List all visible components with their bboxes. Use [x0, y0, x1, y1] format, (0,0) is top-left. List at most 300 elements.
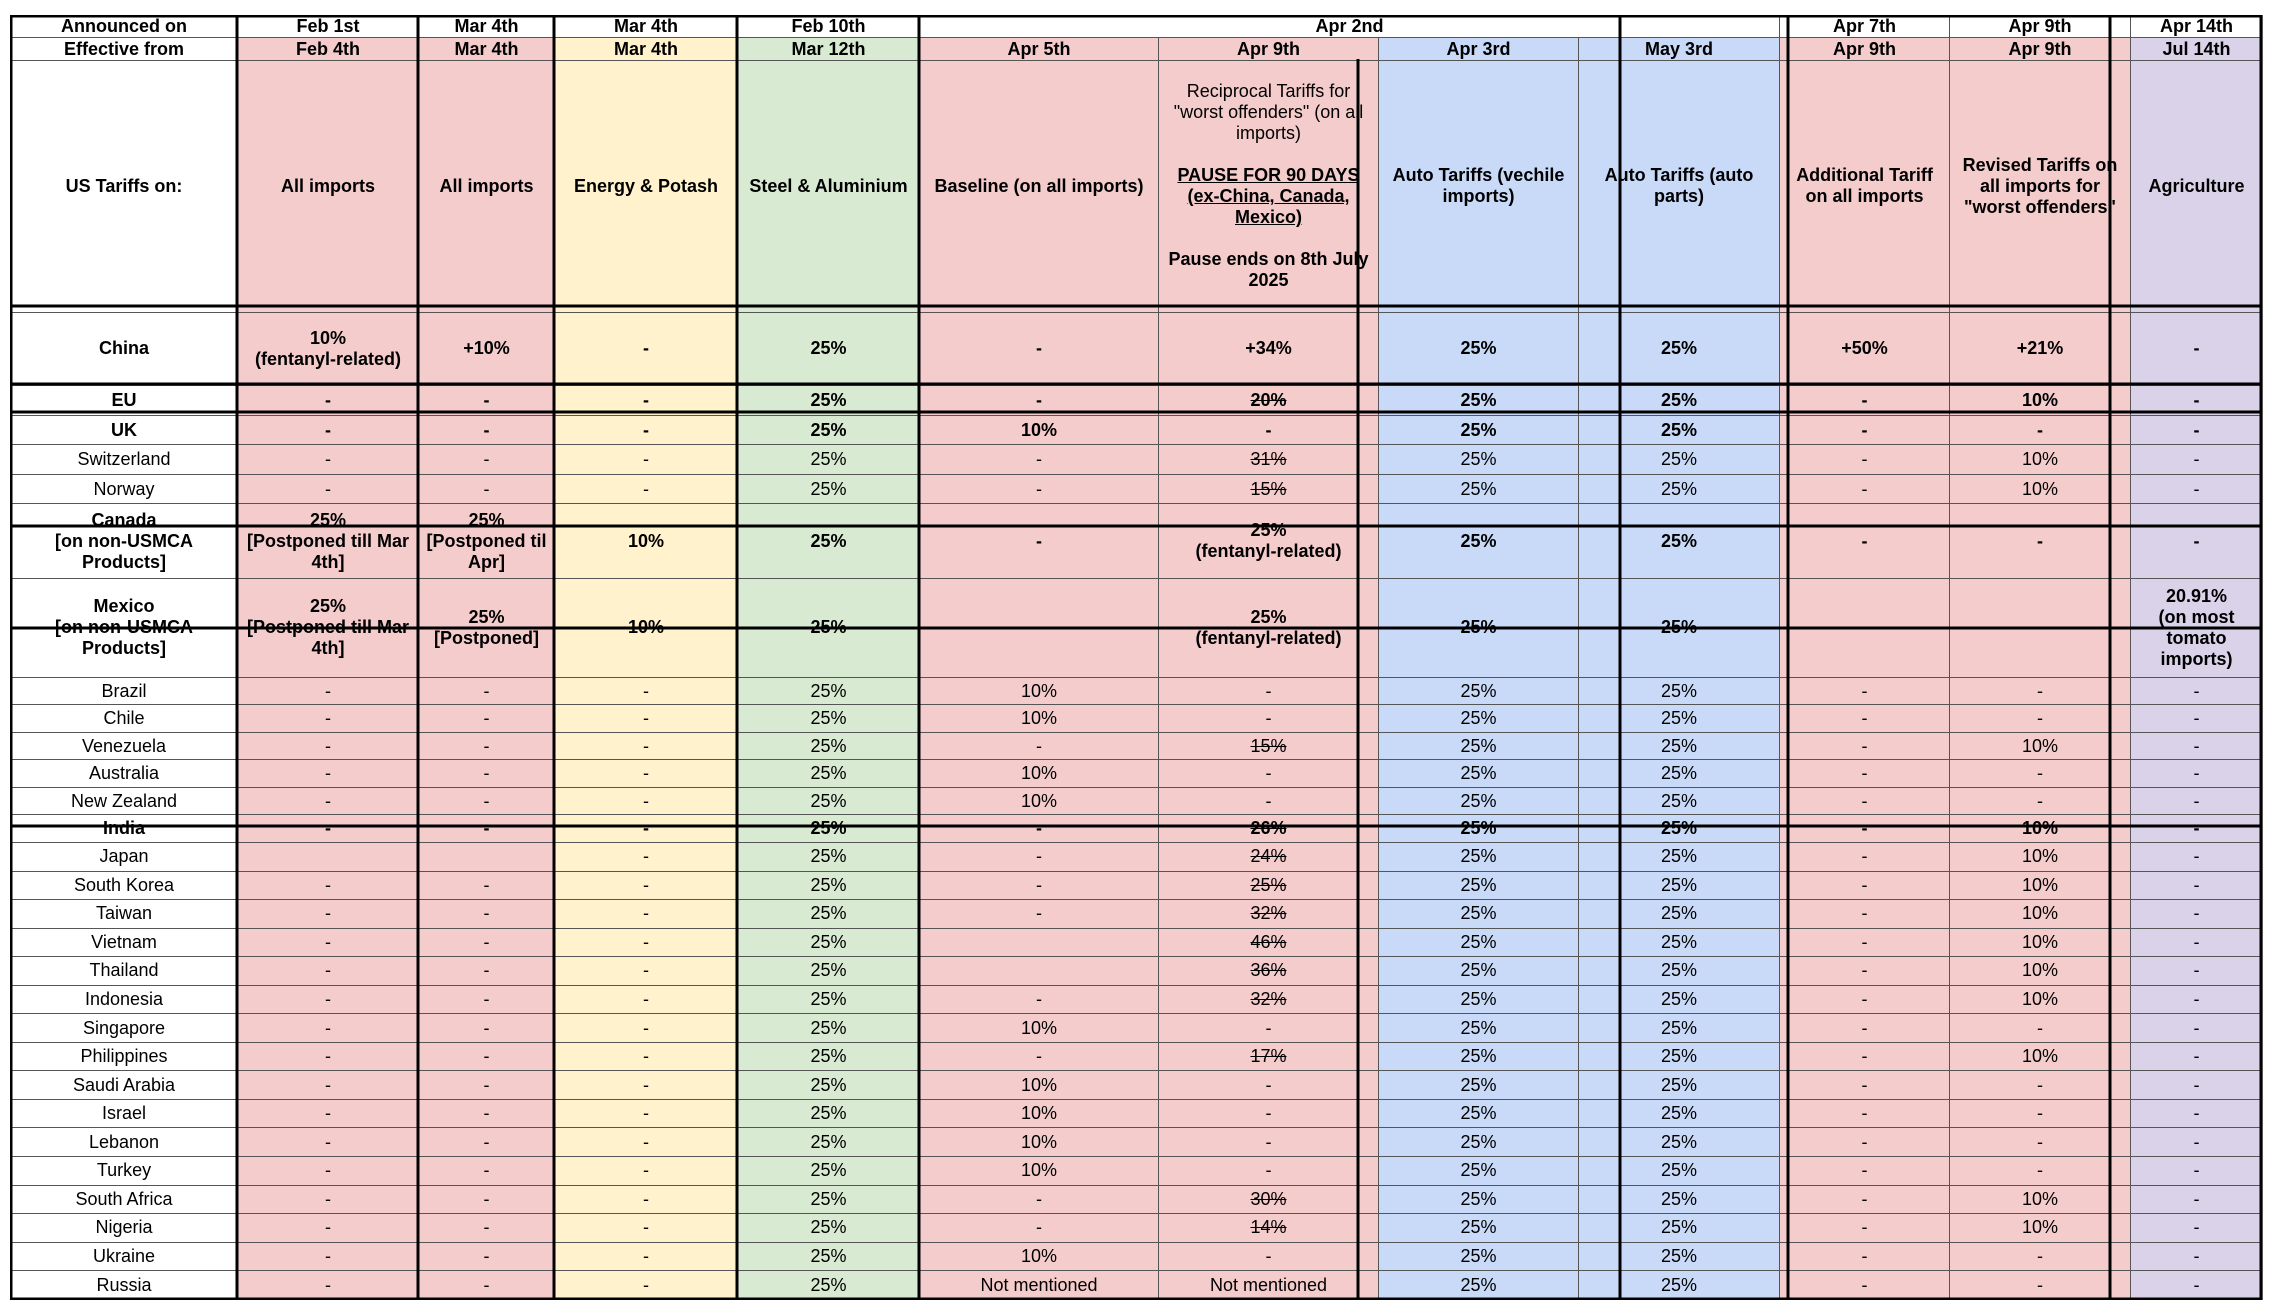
tariff-cell[interactable]: 25%: [1379, 1042, 1579, 1071]
tariff-cell[interactable]: 25%: [1379, 504, 1579, 578]
tariff-cell[interactable]: -: [920, 815, 1159, 843]
effective-date[interactable]: Mar 4th: [555, 38, 738, 60]
tariff-cell[interactable]: -: [1950, 1014, 2131, 1043]
tariff-cell[interactable]: -: [419, 900, 555, 929]
tariff-cell[interactable]: 25%: [1379, 415, 1579, 445]
tariff-cell[interactable]: 24%: [1159, 842, 1379, 871]
country-cell[interactable]: Thailand: [11, 957, 238, 986]
tariff-cell[interactable]: 25%: [1379, 312, 1579, 385]
tariff-cell[interactable]: -: [419, 760, 555, 788]
tariff-cell[interactable]: 10%: [1950, 474, 2131, 504]
tariff-cell[interactable]: 25%: [1579, 1185, 1780, 1214]
tariff-cell[interactable]: 20.91% (on most tomato imports): [2131, 578, 2263, 677]
tariff-cell[interactable]: 10%: [1950, 1042, 2131, 1071]
tariff-cell[interactable]: -: [1780, 474, 1950, 504]
tariff-cell[interactable]: 25% [Postponed till Mar 4th]: [238, 504, 419, 578]
tariff-cell[interactable]: -: [1159, 1099, 1379, 1128]
tariff-cell[interactable]: 10% (fentanyl-related): [238, 312, 419, 385]
tariff-cell[interactable]: -: [555, 1128, 738, 1157]
category-cell[interactable]: Steel & Aluminium: [738, 60, 920, 312]
tariff-cell[interactable]: -: [1780, 842, 1950, 871]
tariff-cell[interactable]: -: [238, 957, 419, 986]
tariff-cell[interactable]: -: [1780, 1185, 1950, 1214]
tariff-cell[interactable]: -: [555, 386, 738, 416]
tariff-cell[interactable]: +21%: [1950, 312, 2131, 385]
country-cell[interactable]: Mexico [on non-USMCA Products]: [11, 578, 238, 677]
tariff-cell[interactable]: -: [419, 1042, 555, 1071]
tariff-cell[interactable]: -: [419, 787, 555, 815]
tariff-cell[interactable]: 25%: [738, 760, 920, 788]
tariff-cell[interactable]: -: [238, 705, 419, 733]
tariff-cell[interactable]: 25%: [738, 1214, 920, 1243]
tariff-cell[interactable]: -: [1950, 705, 2131, 733]
tariff-cell[interactable]: -: [555, 415, 738, 445]
country-cell[interactable]: Japan: [11, 842, 238, 871]
tariff-cell[interactable]: -: [555, 760, 738, 788]
tariff-cell[interactable]: -: [238, 985, 419, 1014]
tariff-cell[interactable]: -: [419, 1099, 555, 1128]
tariff-cell[interactable]: 25%: [1579, 1014, 1780, 1043]
tariff-cell[interactable]: +10%: [419, 312, 555, 385]
announced-label[interactable]: Announced on: [11, 16, 238, 38]
tariff-cell[interactable]: -: [419, 871, 555, 900]
effective-date[interactable]: Apr 9th: [1950, 38, 2131, 60]
tariff-cell[interactable]: 10%: [1950, 1185, 2131, 1214]
tariff-cell[interactable]: -: [1159, 1071, 1379, 1100]
tariff-cell[interactable]: 25%: [738, 1271, 920, 1300]
tariff-cell[interactable]: 25%: [1379, 900, 1579, 929]
tariff-cell[interactable]: -: [2131, 842, 2263, 871]
tariff-cell[interactable]: -: [1780, 1242, 1950, 1271]
announced-date[interactable]: Apr 9th: [1950, 16, 2131, 38]
tariff-cell[interactable]: -: [2131, 732, 2263, 760]
tariff-cell[interactable]: -: [1780, 705, 1950, 733]
tariff-cell[interactable]: -: [555, 1042, 738, 1071]
tariff-cell[interactable]: 25%: [738, 1099, 920, 1128]
tariff-cell[interactable]: 25%: [1579, 578, 1780, 677]
tariff-cell[interactable]: 25%: [1379, 1014, 1579, 1043]
country-cell[interactable]: UK: [11, 415, 238, 445]
tariff-cell[interactable]: 25%: [1579, 386, 1780, 416]
tariff-cell[interactable]: 10%: [920, 1014, 1159, 1043]
tariff-cell[interactable]: 25%: [1579, 705, 1780, 733]
tariff-cell[interactable]: 25%: [1159, 871, 1379, 900]
country-cell[interactable]: Saudi Arabia: [11, 1071, 238, 1100]
tariff-cell[interactable]: -: [238, 1271, 419, 1300]
tariff-cell[interactable]: 25% (fentanyl-related): [1159, 578, 1379, 677]
tariff-cell[interactable]: -: [1159, 705, 1379, 733]
tariff-cell[interactable]: 25%: [1379, 957, 1579, 986]
tariff-cell[interactable]: -: [555, 1271, 738, 1300]
tariff-cell[interactable]: -: [1780, 1071, 1950, 1100]
tariff-cell[interactable]: 25%: [738, 312, 920, 385]
tariff-cell[interactable]: -: [2131, 957, 2263, 986]
tariff-cell[interactable]: -: [419, 1156, 555, 1185]
category-cell[interactable]: Revised Tariffs on all imports for "worst offenders": [1950, 60, 2131, 312]
country-cell[interactable]: Brazil: [11, 677, 238, 705]
tariff-cell[interactable]: -: [1159, 1156, 1379, 1185]
tariff-cell[interactable]: -: [419, 1014, 555, 1043]
effective-date[interactable]: Apr 5th: [920, 38, 1159, 60]
tariff-cell[interactable]: 31%: [1159, 445, 1379, 475]
tariff-cell[interactable]: -: [2131, 312, 2263, 385]
tariff-cell[interactable]: -: [555, 1242, 738, 1271]
tariff-cell[interactable]: 25%: [1379, 1156, 1579, 1185]
tariff-cell[interactable]: 10%: [1950, 815, 2131, 843]
tariff-cell[interactable]: -: [238, 1185, 419, 1214]
tariff-cell[interactable]: -: [1780, 677, 1950, 705]
tariff-cell[interactable]: 25%: [738, 504, 920, 578]
country-cell[interactable]: Indonesia: [11, 985, 238, 1014]
tariff-cell[interactable]: 15%: [1159, 474, 1379, 504]
tariff-cell[interactable]: 10%: [920, 1128, 1159, 1157]
tariff-cell[interactable]: -: [238, 815, 419, 843]
tariff-cell[interactable]: -: [238, 1156, 419, 1185]
category-cell[interactable]: All imports: [238, 60, 419, 312]
tariff-cell[interactable]: 25%: [1379, 445, 1579, 475]
country-cell[interactable]: Venezuela: [11, 732, 238, 760]
tariff-cell[interactable]: -: [2131, 1156, 2263, 1185]
tariff-cell[interactable]: -: [1780, 957, 1950, 986]
category-cell[interactable]: Energy & Potash: [555, 60, 738, 312]
tariff-cell[interactable]: 25%: [1379, 732, 1579, 760]
tariff-cell[interactable]: -: [920, 578, 1159, 677]
tariff-cell[interactable]: -: [1780, 871, 1950, 900]
tariff-cell[interactable]: 25%: [1379, 985, 1579, 1014]
tariff-cell[interactable]: 25%: [738, 842, 920, 871]
tariff-cell[interactable]: 25%: [1379, 705, 1579, 733]
country-cell[interactable]: South Africa: [11, 1185, 238, 1214]
tariff-cell[interactable]: -: [1780, 1099, 1950, 1128]
tariff-cell[interactable]: 25% [Postponed]: [419, 578, 555, 677]
tariff-cell[interactable]: -: [920, 871, 1159, 900]
tariff-cell[interactable]: -: [920, 1185, 1159, 1214]
tariff-cell[interactable]: 10%: [1950, 1214, 2131, 1243]
category-cell[interactable]: Additional Tariff on all imports: [1780, 60, 1950, 312]
tariff-cell[interactable]: 10%: [1950, 900, 2131, 929]
tariff-cell[interactable]: 10%: [1950, 842, 2131, 871]
tariff-cell[interactable]: 25%: [1379, 871, 1579, 900]
tariff-cell[interactable]: 25%: [1379, 474, 1579, 504]
tariff-cell[interactable]: -: [2131, 815, 2263, 843]
tariff-cell[interactable]: 25%: [738, 1071, 920, 1100]
tariff-cell[interactable]: 25%: [1579, 1214, 1780, 1243]
tariff-cell[interactable]: -: [2131, 504, 2263, 578]
tariff-cell[interactable]: -: [920, 445, 1159, 475]
tariff-cell[interactable]: 25%: [1379, 1271, 1579, 1300]
country-cell[interactable]: Vietnam: [11, 928, 238, 957]
tariff-cell[interactable]: -: [2131, 445, 2263, 475]
tariff-cell[interactable]: 25%: [1379, 677, 1579, 705]
tariff-cell[interactable]: -: [920, 312, 1159, 385]
category-cell[interactable]: Auto Tariffs (auto parts): [1579, 60, 1780, 312]
tariff-cell[interactable]: -: [1950, 1128, 2131, 1157]
country-cell[interactable]: EU: [11, 386, 238, 416]
tariff-cell[interactable]: -: [238, 415, 419, 445]
tariff-cell[interactable]: -: [419, 1128, 555, 1157]
tariff-cell[interactable]: -: [1159, 1242, 1379, 1271]
tariff-cell[interactable]: -: [1950, 1099, 2131, 1128]
tariff-cell[interactable]: -: [920, 504, 1159, 578]
effective-date[interactable]: Feb 4th: [238, 38, 419, 60]
tariff-cell[interactable]: 10%: [920, 760, 1159, 788]
tariff-cell[interactable]: -: [555, 312, 738, 385]
tariff-cell[interactable]: 25%: [738, 1042, 920, 1071]
effective-date[interactable]: May 3rd: [1579, 38, 1780, 60]
tariff-cell[interactable]: -: [419, 1242, 555, 1271]
country-cell[interactable]: Turkey: [11, 1156, 238, 1185]
category-cell[interactable]: All imports: [419, 60, 555, 312]
tariff-cell[interactable]: 25%: [1579, 1099, 1780, 1128]
tariff-cell[interactable]: -: [555, 1014, 738, 1043]
tariff-cell[interactable]: -: [238, 386, 419, 416]
tariff-cell[interactable]: 25%: [1579, 985, 1780, 1014]
tariff-cell[interactable]: 10%: [1950, 732, 2131, 760]
tariff-cell[interactable]: -: [555, 1214, 738, 1243]
tariff-cell[interactable]: -: [2131, 705, 2263, 733]
announced-date[interactable]: Feb 1st: [238, 16, 419, 38]
tariff-cell[interactable]: -: [1780, 386, 1950, 416]
tariff-cell[interactable]: -: [555, 1185, 738, 1214]
tariff-cell[interactable]: -: [555, 445, 738, 475]
tariff-cell[interactable]: -: [2131, 900, 2263, 929]
tariff-cell[interactable]: 25%: [1579, 1128, 1780, 1157]
tariff-cell[interactable]: -: [2131, 386, 2263, 416]
tariff-cell[interactable]: 25%: [738, 957, 920, 986]
tariff-cell[interactable]: -: [2131, 415, 2263, 445]
tariff-cell[interactable]: -: [238, 1242, 419, 1271]
tariff-cell[interactable]: -: [419, 677, 555, 705]
effective-date[interactable]: Mar 12th: [738, 38, 920, 60]
country-cell[interactable]: Nigeria: [11, 1214, 238, 1243]
tariff-cell[interactable]: -: [555, 705, 738, 733]
tariff-cell[interactable]: -: [1159, 1128, 1379, 1157]
tariff-cell[interactable]: -: [2131, 760, 2263, 788]
tariff-cell[interactable]: 25%: [738, 415, 920, 445]
tariff-cell[interactable]: 25%: [1579, 1271, 1780, 1300]
tariff-cell[interactable]: -: [1159, 1014, 1379, 1043]
tariff-cell[interactable]: -: [555, 842, 738, 871]
tariff-cell[interactable]: -: [238, 1214, 419, 1243]
tariff-cell[interactable]: -: [555, 815, 738, 843]
tariff-cell[interactable]: -: [2131, 1014, 2263, 1043]
tariff-cell[interactable]: Not mentioned: [920, 1271, 1159, 1300]
tariff-cell[interactable]: 25%: [1579, 957, 1780, 986]
tariff-cell[interactable]: 25%: [1579, 732, 1780, 760]
tariff-cell[interactable]: -: [2131, 1099, 2263, 1128]
tariff-cell[interactable]: 25%: [1579, 760, 1780, 788]
tariff-cell[interactable]: 25%: [738, 578, 920, 677]
tariff-cell[interactable]: 25%: [1579, 842, 1780, 871]
tariff-cell[interactable]: 25%: [738, 900, 920, 929]
tariff-cell[interactable]: -: [238, 787, 419, 815]
tariff-cell[interactable]: -: [1780, 1128, 1950, 1157]
tariff-cell[interactable]: -: [555, 871, 738, 900]
tariff-cell[interactable]: -: [2131, 677, 2263, 705]
tariff-cell[interactable]: -: [920, 474, 1159, 504]
tariff-cell[interactable]: -: [238, 474, 419, 504]
tariff-cell[interactable]: -: [920, 386, 1159, 416]
tariff-cell[interactable]: 25%: [738, 1128, 920, 1157]
tariff-cell[interactable]: [238, 842, 419, 871]
tariff-cell[interactable]: -: [555, 474, 738, 504]
tariff-cell[interactable]: 25%: [1579, 1242, 1780, 1271]
tariff-cell[interactable]: -: [2131, 1071, 2263, 1100]
country-cell[interactable]: Ukraine: [11, 1242, 238, 1271]
tariff-cell[interactable]: -: [1780, 760, 1950, 788]
tariff-cell[interactable]: -: [419, 985, 555, 1014]
tariff-cell[interactable]: -: [238, 732, 419, 760]
tariff-cell[interactable]: 25%: [738, 445, 920, 475]
tariff-cell[interactable]: -: [920, 985, 1159, 1014]
tariff-cell[interactable]: 10%: [1950, 386, 2131, 416]
tariff-cell[interactable]: -: [419, 928, 555, 957]
tariff-cell[interactable]: -: [1780, 985, 1950, 1014]
tariff-cell[interactable]: -: [1159, 677, 1379, 705]
tariff-cell[interactable]: 10%: [1950, 445, 2131, 475]
tariff-cell[interactable]: -: [1780, 1214, 1950, 1243]
tariff-cell[interactable]: -: [2131, 985, 2263, 1014]
tariff-cell[interactable]: -: [1780, 1014, 1950, 1043]
tariff-cell[interactable]: 25%: [1579, 312, 1780, 385]
effective-date[interactable]: Mar 4th: [419, 38, 555, 60]
tariff-cell[interactable]: -: [1950, 1242, 2131, 1271]
tariff-cell[interactable]: 25%: [1379, 760, 1579, 788]
tariff-cell[interactable]: -: [1780, 787, 1950, 815]
country-cell[interactable]: Chile: [11, 705, 238, 733]
country-cell[interactable]: Philippines: [11, 1042, 238, 1071]
tariff-cell[interactable]: -: [2131, 1214, 2263, 1243]
tariff-cell[interactable]: 10%: [920, 1071, 1159, 1100]
tariff-cell[interactable]: -: [2131, 474, 2263, 504]
tariff-cell[interactable]: 10%: [1950, 928, 2131, 957]
tariff-cell[interactable]: -: [555, 1156, 738, 1185]
tariff-cell[interactable]: -: [419, 1271, 555, 1300]
tariff-cell[interactable]: -: [920, 732, 1159, 760]
tariff-cell[interactable]: 20%: [1159, 386, 1379, 416]
tariff-cell[interactable]: -: [2131, 1242, 2263, 1271]
tariff-cell[interactable]: -: [1950, 1271, 2131, 1300]
tariff-cell[interactable]: -: [1780, 504, 1950, 578]
tariff-cell[interactable]: 32%: [1159, 900, 1379, 929]
tariff-cell[interactable]: -: [1780, 415, 1950, 445]
tariff-cell[interactable]: [920, 928, 1159, 957]
tariff-cell[interactable]: -: [238, 928, 419, 957]
tariffs-label[interactable]: US Tariffs on:: [11, 60, 238, 312]
tariff-cell[interactable]: [920, 957, 1159, 986]
tariff-cell[interactable]: -: [419, 386, 555, 416]
tariff-cell[interactable]: -: [2131, 1185, 2263, 1214]
tariff-cell[interactable]: 10%: [920, 677, 1159, 705]
tariff-cell[interactable]: 25%: [738, 705, 920, 733]
tariff-cell[interactable]: -: [419, 957, 555, 986]
tariff-cell[interactable]: -: [2131, 1042, 2263, 1071]
tariff-cell[interactable]: -: [920, 1214, 1159, 1243]
tariff-cell[interactable]: 25%: [1379, 815, 1579, 843]
tariff-cell[interactable]: 17%: [1159, 1042, 1379, 1071]
tariff-cell[interactable]: -: [555, 1099, 738, 1128]
tariff-cell[interactable]: 25%: [1579, 1042, 1780, 1071]
tariff-cell[interactable]: -: [1950, 760, 2131, 788]
tariff-cell[interactable]: -: [555, 985, 738, 1014]
announced-date[interactable]: Mar 4th: [555, 16, 738, 38]
tariff-cell[interactable]: 25%: [738, 386, 920, 416]
tariff-cell[interactable]: 25%: [738, 1156, 920, 1185]
tariff-cell[interactable]: -: [1950, 415, 2131, 445]
country-cell[interactable]: South Korea: [11, 871, 238, 900]
tariff-cell[interactable]: 25%: [1379, 842, 1579, 871]
tariff-cell[interactable]: -: [238, 1128, 419, 1157]
tariff-cell[interactable]: 10%: [920, 415, 1159, 445]
tariff-cell[interactable]: 26%: [1159, 815, 1379, 843]
tariff-cell[interactable]: [419, 842, 555, 871]
tariff-cell[interactable]: -: [238, 1099, 419, 1128]
tariff-cell[interactable]: -: [1950, 677, 2131, 705]
tariff-cell[interactable]: 25% [Postponed till Mar 4th]: [238, 578, 419, 677]
category-cell[interactable]: Baseline (on all imports): [920, 60, 1159, 312]
tariff-cell[interactable]: 25%: [1579, 677, 1780, 705]
country-cell[interactable]: Lebanon: [11, 1128, 238, 1157]
tariff-cell[interactable]: -: [1950, 1156, 2131, 1185]
country-cell[interactable]: Singapore: [11, 1014, 238, 1043]
tariff-cell[interactable]: -: [555, 957, 738, 986]
tariff-cell[interactable]: 32%: [1159, 985, 1379, 1014]
tariff-cell[interactable]: 25%: [1379, 1185, 1579, 1214]
effective-label[interactable]: Effective from: [11, 38, 238, 60]
tariff-cell[interactable]: -: [419, 732, 555, 760]
tariff-cell[interactable]: -: [1159, 787, 1379, 815]
tariff-cell[interactable]: -: [238, 1014, 419, 1043]
announced-date[interactable]: Mar 4th: [419, 16, 555, 38]
tariff-cell[interactable]: -: [238, 871, 419, 900]
tariff-cell[interactable]: -: [419, 445, 555, 475]
tariff-cell[interactable]: 10%: [920, 787, 1159, 815]
tariff-cell[interactable]: -: [238, 760, 419, 788]
effective-date[interactable]: Jul 14th: [2131, 38, 2263, 60]
category-cell[interactable]: Auto Tariffs (vechile imports): [1379, 60, 1579, 312]
tariff-cell[interactable]: 10%: [920, 1242, 1159, 1271]
tariff-cell[interactable]: 10%: [920, 1156, 1159, 1185]
country-cell[interactable]: New Zealand: [11, 787, 238, 815]
tariff-cell[interactable]: 25%: [738, 677, 920, 705]
tariff-cell[interactable]: -: [419, 705, 555, 733]
tariff-cell[interactable]: 25% (fentanyl-related): [1159, 504, 1379, 578]
announced-date[interactable]: Feb 10th: [738, 16, 920, 38]
country-cell[interactable]: Taiwan: [11, 900, 238, 929]
tariff-cell[interactable]: -: [1780, 815, 1950, 843]
tariff-cell[interactable]: -: [1159, 415, 1379, 445]
tariff-cell[interactable]: 25%: [1379, 386, 1579, 416]
tariff-cell[interactable]: -: [238, 900, 419, 929]
tariff-cell[interactable]: -: [2131, 787, 2263, 815]
tariff-cell[interactable]: -: [1950, 787, 2131, 815]
tariff-cell[interactable]: 25%: [1379, 1214, 1579, 1243]
tariff-cell[interactable]: Not mentioned: [1159, 1271, 1379, 1300]
tariff-cell[interactable]: 10%: [920, 705, 1159, 733]
tariff-cell[interactable]: -: [555, 1071, 738, 1100]
tariff-cell[interactable]: 25%: [738, 815, 920, 843]
tariff-cell[interactable]: 30%: [1159, 1185, 1379, 1214]
tariff-cell[interactable]: 10%: [1950, 957, 2131, 986]
country-cell[interactable]: Switzerland: [11, 445, 238, 475]
tariff-cell[interactable]: -: [238, 677, 419, 705]
tariff-cell[interactable]: 10%: [1950, 985, 2131, 1014]
tariff-cell[interactable]: 25%: [1379, 1071, 1579, 1100]
tariff-cell[interactable]: -: [1780, 928, 1950, 957]
tariff-cell[interactable]: -: [419, 415, 555, 445]
tariff-cell[interactable]: -: [920, 1042, 1159, 1071]
tariff-cell[interactable]: -: [555, 677, 738, 705]
